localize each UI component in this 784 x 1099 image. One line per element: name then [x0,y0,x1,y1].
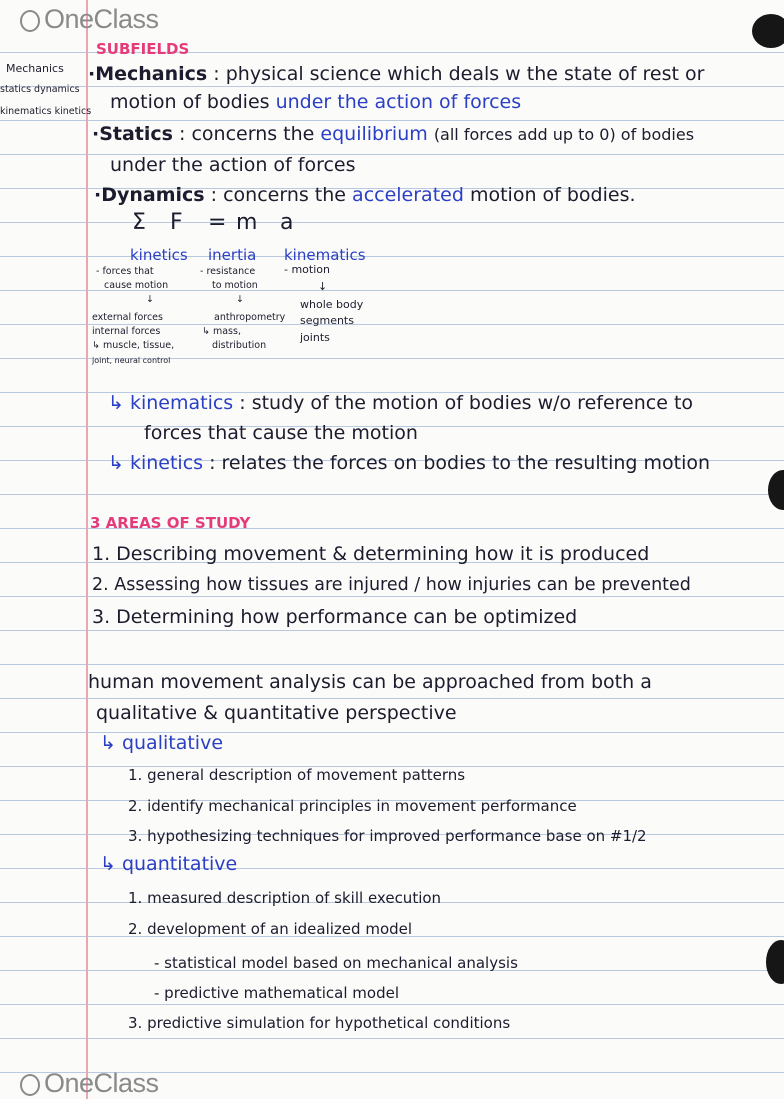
quantitative-item: 2. development of an idealized model [128,920,413,938]
margin-note-mechanics: Mechanics [6,62,64,75]
kinetics-def: : relates the forces on bodies to the resulting motion [209,452,711,474]
ruled-line [0,1004,784,1005]
ruled-line [0,222,784,223]
statics-highlight: equilibrium [320,123,428,145]
kinematics-note: whole body [300,298,364,311]
formula-label-kinetics: kinetics [130,246,188,264]
margin-line [86,0,88,1099]
margin-note-kinematics-kinetics: kinematics kinetics [0,106,92,117]
ruled-line [0,256,784,257]
quantitative-item: 3. predictive simulation for hypothetical conditions [128,1014,511,1032]
subfields-heading: SUBFIELDS [96,40,190,58]
inertia-note: anthropometry [214,312,286,323]
ruled-line [0,664,784,665]
ruled-line [0,596,784,597]
quantitative-subitem: - predictive mathematical model [154,984,399,1002]
kinematics-def-2: forces that cause the motion [144,422,418,444]
analysis-line-2: qualitative & quantitative perspective [96,702,457,724]
oneclass-logo-top [20,4,159,35]
margin-note-statics-dynamics: statics dynamics [0,84,80,95]
inertia-note: to motion [212,280,258,291]
mass-symbol: m [236,210,258,235]
binder-hole [768,470,784,510]
kinetics-note: joint, neural control [92,356,171,365]
kinetics-term: ↳ kinetics [108,452,204,474]
kinematics-note: - motion [284,263,330,276]
oneclass-logo-bottom [20,1068,159,1099]
sigma-symbol: Σ [132,210,146,235]
mechanics-highlight: under the action of forces [275,91,522,113]
ruled-line [0,120,784,121]
mechanics-def: : physical science which deals w the state of rest or [213,63,705,85]
quantitative-subitem: - statistical model based on mechanical analysis [154,954,518,972]
inertia-note: ↳ mass, [202,326,241,337]
inertia-note: distribution [212,340,267,351]
ruled-line [0,324,784,325]
ruled-line [0,1038,784,1039]
ruled-line [0,630,784,631]
ruled-line [0,494,784,495]
ruled-line [0,698,784,699]
binder-hole [752,14,784,48]
kinetics-note: internal forces [92,326,161,337]
oneclass-logo-icon [20,1074,40,1096]
area-item: 1. Describing movement & determining how it is produced [92,543,650,565]
quantitative-item: 1. measured description of skill execution [128,889,442,907]
kinematics-def: : study of the motion of bodies w/o reference to [239,392,694,414]
statics-def-2: under the action of forces [110,154,356,176]
statics-def-rest: (all forces add up to 0) of bodies [433,125,695,144]
kinematics-note-arrow: ↓ [318,280,328,293]
areas-heading: 3 AREAS OF STUDY [90,514,251,532]
equals-symbol: = [208,210,227,235]
dynamics-highlight: accelerated [352,184,464,206]
dynamics-def: : concerns the [210,184,346,206]
mechanics-def-2: motion of bodies [110,91,270,113]
kinematics-definition [108,392,693,414]
area-item: 3. Determining how performance can be optimized [92,606,578,628]
statics-def: : concerns the [179,123,315,145]
binder-hole [766,940,784,984]
kinetics-note: ↳ muscle, tissue, [92,340,175,351]
quantitative-label: ↳ quantitative [100,853,238,875]
qualitative-item: 3. hypothesizing techniques for improved performance base on #1/2 [128,827,647,845]
qualitative-item: 2. identify mechanical principles in movement performance [128,797,577,815]
mechanics-line [88,63,704,85]
kinetics-definition [108,452,710,474]
kinematics-note: segments [300,314,354,327]
kinematics-note: joints [300,331,330,344]
dynamics-line [94,184,636,206]
formula-label-inertia: inertia [208,246,257,264]
brand-name: OneClass [44,4,159,34]
kinetics-note: external forces [92,312,163,323]
analysis-line-1: human movement analysis can be approached from both a [88,671,652,693]
qualitative-item: 1. general description of movement patterns [128,766,466,784]
area-item: 2. Assessing how tissues are injured / how injuries can be prevented [92,575,691,595]
ruled-line [0,86,784,87]
inertia-note-arrow: ↓ [236,294,244,305]
kinetics-note-arrow: ↓ [146,294,154,305]
dynamics-term: ·Dynamics [94,184,205,206]
qualitative-label: ↳ qualitative [100,732,224,754]
formula-label-kinematics: kinematics [284,246,366,264]
statics-line [92,123,694,145]
force-symbol: F [170,210,183,235]
acceleration-symbol: a [280,210,294,235]
mechanics-line-2 [110,91,521,113]
brand-name: OneClass [44,1068,159,1098]
kinetics-note: cause motion [104,280,169,291]
dynamics-def-rest: motion of bodies. [469,184,636,206]
kinetics-note: - forces that [96,266,154,277]
statics-term: ·Statics [92,123,173,145]
mechanics-term: ·Mechanics [88,63,208,85]
inertia-note: - resistance [200,266,256,277]
kinematics-term: ↳ kinematics [108,392,234,414]
oneclass-logo-icon [20,10,40,32]
